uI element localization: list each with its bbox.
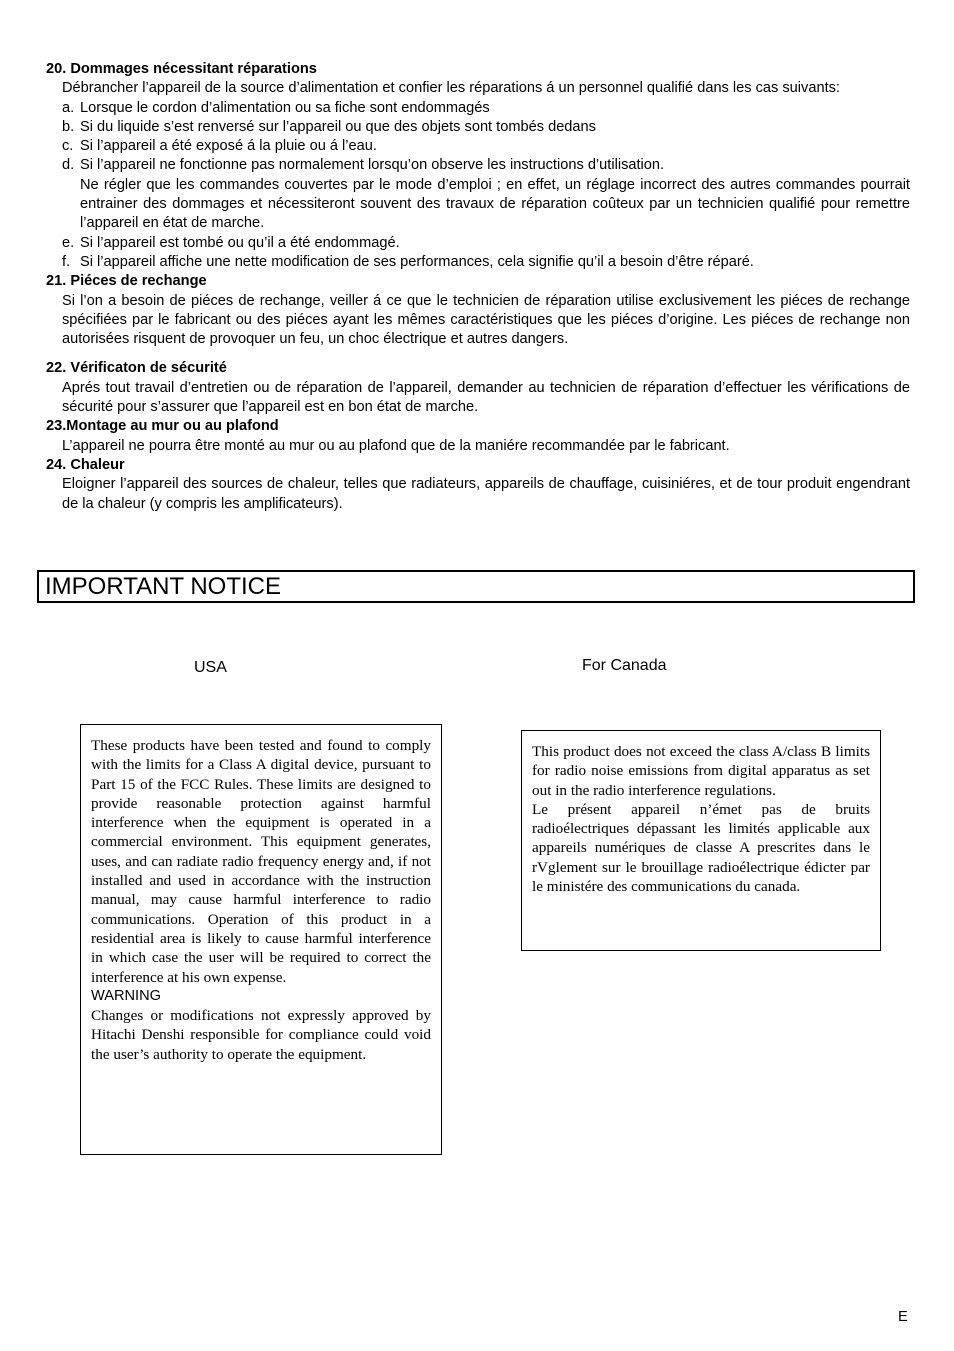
item-label: d. [62,157,75,174]
section-title: 24. Chaleur [46,456,125,473]
section-title: 21. Piéces de rechange [46,273,207,290]
section-20 [46,60,910,272]
section-intro: Débrancher l’appareil de la source d’alimentation et confier les réparations á un personnel qualifié dans les cas suivants: [62,80,840,97]
list-item [46,156,910,175]
notice-heading-text: IMPORTANT NOTICE [45,573,282,600]
item-text: Si l’appareil a été exposé á la pluie ou á l’eau. [80,138,377,155]
canada-label: For Canada [582,657,667,674]
canada-text-en: This product does not exceed the class A/class B limits for radio noise emissions from digital apparatus as set out in the radio interference regulations. [532,743,870,799]
item-label: e. [62,234,75,251]
page-number: E [898,1309,908,1325]
section-title: 22. Vérificaton de sécurité [46,360,227,377]
section-body: Si l’on a besoin de piéces de rechange, veiller á ce que le technicien de réparation utilise exclusivement les piéces de rechange spécifiées par le fabricant ou des piéces ayant les mêmes caractéristiques que les piéces d’origine. Les piéces de rechange non autorisées risquent de provoquer un feu, un choc électrique et autres dangers. [62,292,910,348]
section-title: 20. Dommages nécessitant réparations [46,61,317,77]
warning-label: WARNING [91,987,161,1004]
safety-instructions [46,60,910,514]
list-item [46,118,910,137]
item-label: b. [62,118,75,135]
item-label: f. [62,253,71,270]
item-continuation: Ne régler que les commandes couvertes par le mode d’emploi ; en effet, un réglage incorrect des autres commandes pourrait entrainer des dommages et nécessiteront souvent des travaux de réparation coûteux par un technicien qualifié pour remettre l’appareil en état de marche. [80,176,910,232]
list-item [46,99,910,118]
section-24 [46,456,910,514]
item-text: Si du liquide s’est renversé sur l’appareil ou que des objets sont tombés dedans [80,118,596,135]
list-item [46,253,910,272]
section-22 [46,359,910,417]
list-item [46,234,910,253]
section-body: Aprés tout travail d’entretien ou de réparation de l’appareil, demander au technicien de réparation d’effectuer les vérifications de sécurité pour s’assurer que l’appareil est en bon état de marche. [62,379,910,416]
important-notice-heading [37,570,915,603]
section-title: 23.Montage au mur ou au plafond [46,418,279,435]
section-21 [46,272,910,349]
spacer [46,349,910,359]
item-text: Lorsque le cordon d’alimentation ou sa fiche sont endommagés [80,99,490,116]
section-body: L’appareil ne pourra être monté au mur ou au plafond que de la maniére recommandée par le fabricant. [62,437,730,454]
item-text: Si l’appareil est tombé ou qu’il a été endommagé. [80,234,400,251]
item-text: Si l’appareil ne fonctionne pas normalement lorsqu’on observe les instructions d’utilisation. [80,157,665,174]
item-text: Si l’appareil affiche une nette modification de ses performances, cela signifie qu’il a besoin d’être réparé. [80,253,754,270]
canada-text-fr: Le présent appareil n’émet pas de bruits radioélectriques dépassant les limités applicable aux appareils numériques de classe A prescrites dans le rVglement sur le brouillage radioélectrique édicter par le ministére des communications du canada. [532,800,870,896]
list-item [46,137,910,156]
item-label: a. [62,99,75,116]
usa-fcc-notice [80,724,442,1155]
section-23 [46,417,910,456]
item-label: c. [62,138,74,155]
usa-label: USA [194,659,227,676]
canada-notice [521,730,881,951]
warning-text: Changes or modifications not expressly approved by Hitachi Denshi responsible for compliance could void the user’s authority to operate the equipment. [91,1007,431,1063]
fcc-text: These products have been tested and found to comply with the limits for a Class A digital device, pursuant to Part 15 of the FCC Rules. These limits are designed to provide reasonable protection against harmful interference when the equipment is operated in a commercial environment. This equipment generates, uses, and can radiate radio frequency energy and, if not installed and used in accordance with the instruction manual, may cause harmful interference to radio communications. Operation of this product in a residential area is likely to cause harmful interference in which case the user will be required to correct the interference at his own expense. [91,737,431,986]
section-body: Eloigner l’appareil des sources de chaleur, telles que radiateurs, appareils de chauffage, cuisiniéres, et de tour produit engendrant de la chaleur (y compris les amplificateurs). [62,476,910,512]
